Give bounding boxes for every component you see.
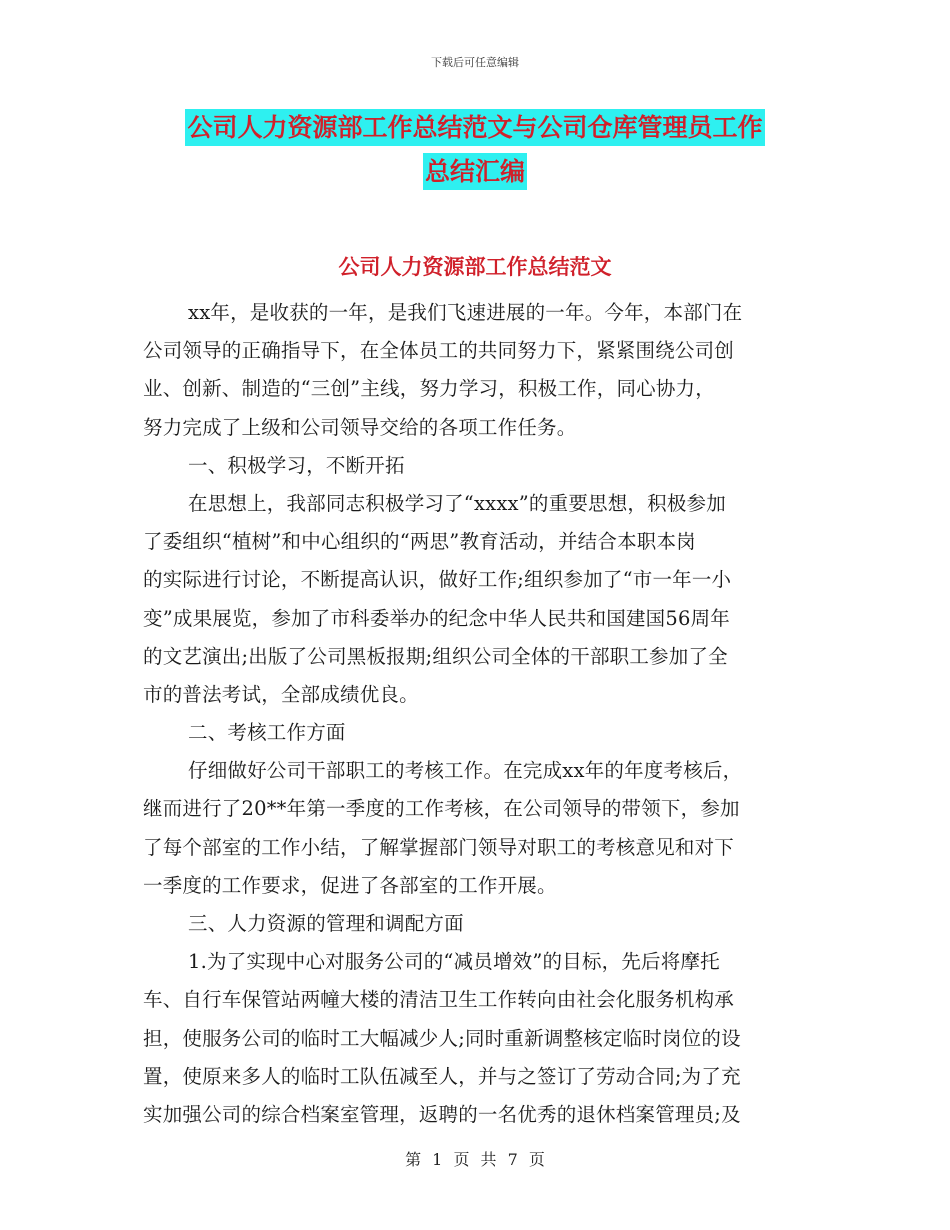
paragraph-line: 置，使原来多人的临时工队伍减至人，并与之签订了劳动合同;为了充 xyxy=(143,1064,741,1088)
paragraph-line: 了委组织“植树”和中心组织的“两思”教育活动，并结合本职本岗 xyxy=(143,530,696,554)
paragraph-line: 变”成果展览，参加了市科委举办的纪念中华人民共和国建国56周年 xyxy=(143,606,730,630)
paragraph-line: 继而进行了20**年第一季度的工作考核，在公司领导的带领下，参加 xyxy=(143,797,740,821)
paragraph-line: 1.为了实现中心对服务公司的“减员增效”的目标，先后将摩托 xyxy=(188,950,720,974)
paragraph-line: 努力完成了上级和公司领导交给的各项工作任务。 xyxy=(143,415,577,439)
page-footer: 第 1 页 共 7 页 xyxy=(405,1150,545,1169)
paragraph-line: 担，使服务公司的临时工大幅减少人;同时重新调整核定临时岗位的设 xyxy=(143,1026,741,1050)
paragraph-line: 一季度的工作要求，促进了各部室的工作开展。 xyxy=(143,873,557,897)
paragraph-line: 业、创新、制造的“三创”主线，努力学习，积极工作，同心协力， xyxy=(143,377,715,401)
paragraph-line: 的实际进行讨论，不断提高认识，做好工作;组织参加了“市一年一小 xyxy=(143,568,732,592)
header-note: 下载后可任意编辑 xyxy=(431,56,519,69)
subheading-line: 三、人力资源的管理和调配方面 xyxy=(188,912,464,935)
paragraph-line: 在思想上，我部同志积极学习了“xxxx”的重要思想，积极参加 xyxy=(188,491,726,515)
document-title-highlight-2: 总结汇编 xyxy=(423,153,527,190)
paragraph-line: 了每个部室的工作小结，了解掌握部门领导对职工的考核意见和对下 xyxy=(143,835,735,859)
body-text xyxy=(143,294,803,1134)
subheading-line: 二、考核工作方面 xyxy=(188,721,346,745)
document-title-highlight-1: 公司人力资源部工作总结范文与公司仓库管理员工作 xyxy=(185,109,764,146)
document-title-line-2 xyxy=(0,159,950,184)
subheading-line: 一、积极学习，不断开拓 xyxy=(188,453,405,477)
paragraph-line: 公司领导的正确指导下，在全体员工的共同努力下，紧紧围绕公司创 xyxy=(143,339,735,363)
document-title-line-1 xyxy=(0,115,950,140)
paragraph-line: xx年，是收获的一年，是我们飞速进展的一年。今年，本部门在 xyxy=(188,301,743,324)
paragraph-line: 实加强公司的综合档案室管理，返聘的一名优秀的退休档案管理员;及 xyxy=(143,1102,741,1126)
section-title: 公司人力资源部工作总结范文 xyxy=(338,255,612,279)
paragraph-line: 车、自行车保管站两幢大楼的清洁卫生工作转向由社会化服务机构承 xyxy=(143,988,735,1012)
paragraph-line: 的文艺演出;出版了公司黑板报期;组织公司全体的干部职工参加了全 xyxy=(143,644,728,668)
paragraph-line: 仔细做好公司干部职工的考核工作。在完成xx年的年度考核后， xyxy=(188,759,743,783)
paragraph-line: 市的普法考试，全部成绩优良。 xyxy=(143,682,419,706)
